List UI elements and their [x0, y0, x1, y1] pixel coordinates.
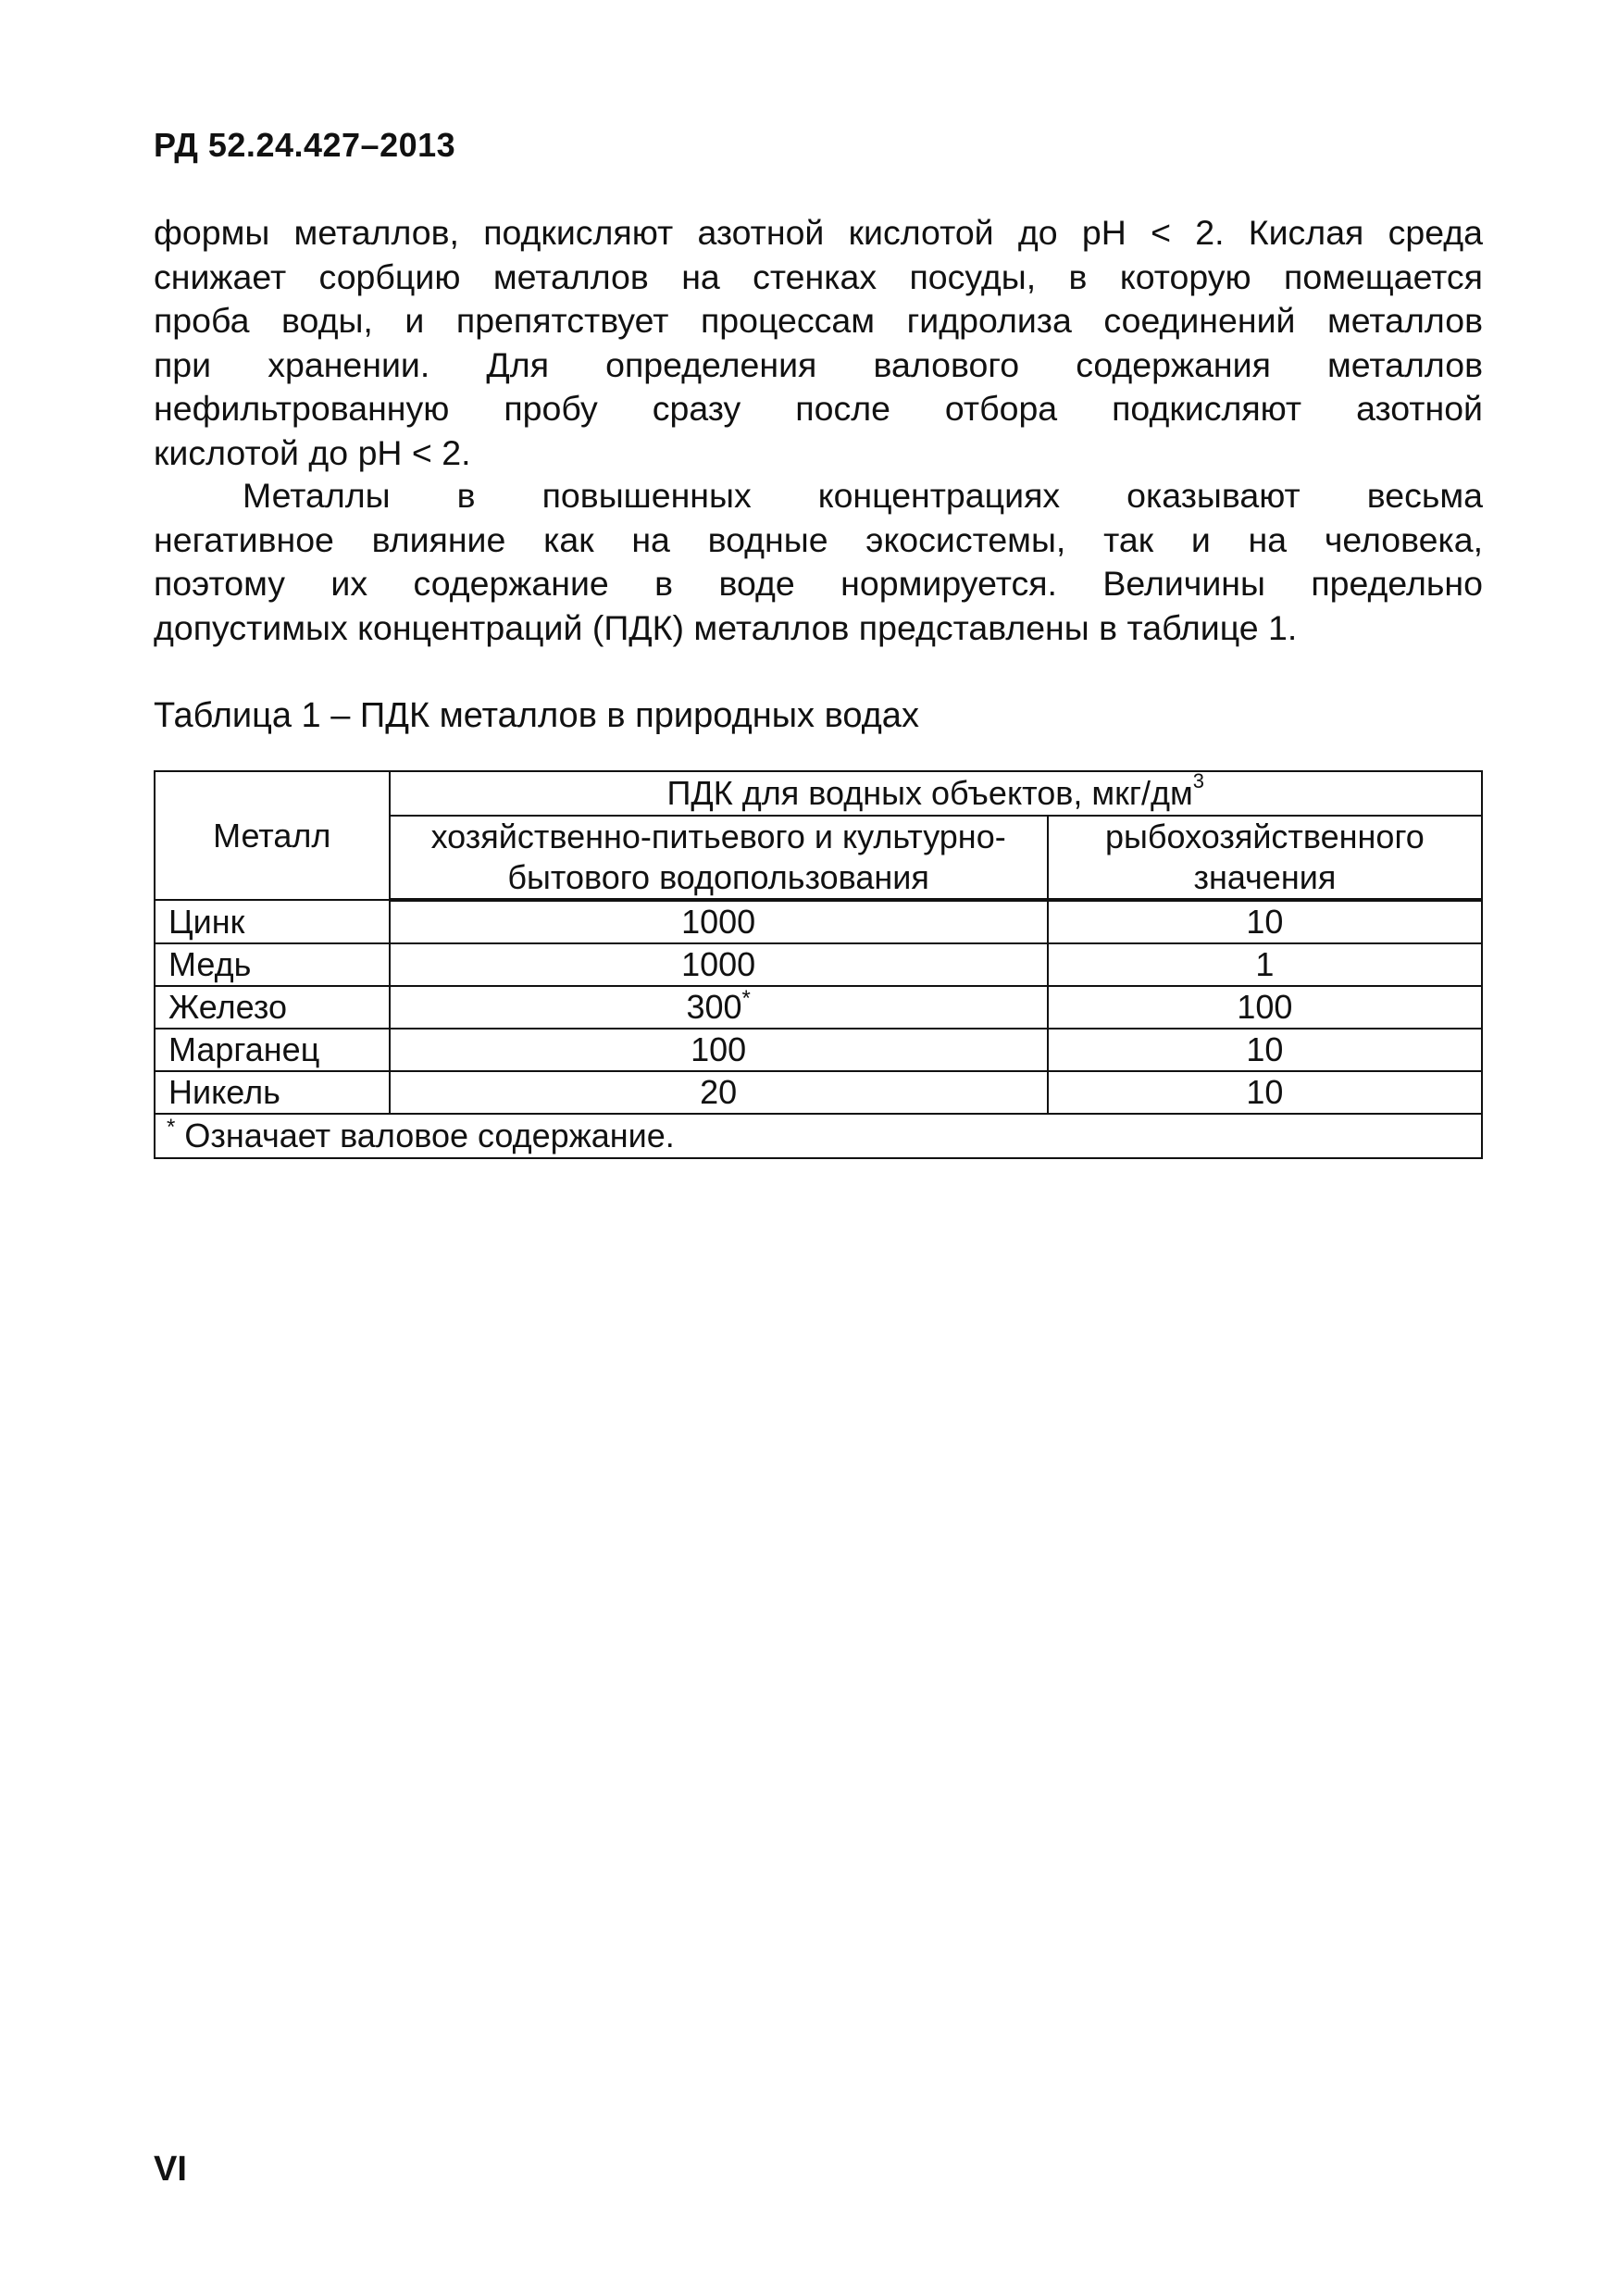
paragraph-line: нефильтрованную пробу сразу после отбора подкисляют азотной — [154, 389, 1483, 428]
table-row — [155, 1071, 1482, 1114]
page-number: VI — [154, 2150, 187, 2189]
header-group — [390, 771, 1482, 816]
drinking-value: 100 — [691, 1030, 747, 1068]
table-caption: Таблица 1 – ПДК металлов в природных водах — [154, 696, 919, 735]
drinking-value: 20 — [700, 1073, 738, 1111]
header-drinking-line: хозяйственно-питьевого и культурно- — [430, 817, 1006, 855]
fishery-value-cell: 10 — [1048, 900, 1482, 943]
table-footnote-row — [155, 1114, 1482, 1158]
footnote-marker: * — [741, 986, 751, 1011]
header-fishery — [1048, 816, 1482, 900]
paragraph-line: проба воды, и препятствует процессам гидролиза соединений металлов — [154, 301, 1483, 340]
header-drinking — [390, 816, 1048, 900]
paragraph-1 — [154, 211, 1483, 475]
paragraph-2 — [154, 474, 1483, 650]
paragraph-line: Металлы в повышенных концентрациях оказывают весьма — [243, 476, 1483, 515]
metal-cell: Железо — [155, 986, 390, 1029]
fishery-value-cell: 10 — [1048, 1029, 1482, 1071]
pdk-table — [154, 770, 1483, 1159]
paragraph-line: при хранении. Для определения валового содержания металлов — [154, 344, 1483, 384]
metal-cell: Никель — [155, 1071, 390, 1114]
metal-cell: Медь — [155, 943, 390, 986]
header-group-superscript: 3 — [1192, 769, 1204, 792]
footnote-text: Означает валовое содержание. — [184, 1117, 675, 1154]
drinking-value-cell — [390, 900, 1048, 943]
header-fishery-line: рыбохозяйственного — [1104, 817, 1425, 855]
table-header-row — [155, 771, 1482, 816]
drinking-value-cell — [390, 1029, 1048, 1071]
metal-cell: Марганец — [155, 1029, 390, 1071]
footnote-marker: * — [167, 1115, 176, 1140]
drinking-value: 1000 — [681, 945, 756, 983]
fishery-value-cell: 10 — [1048, 1071, 1482, 1114]
drinking-value: 1000 — [681, 903, 756, 941]
table-row — [155, 943, 1482, 986]
drinking-value: 300 — [686, 988, 742, 1026]
table-row — [155, 986, 1482, 1029]
drinking-value-cell — [390, 943, 1048, 986]
header-group-label: ПДК для водных объектов, мкг/дм — [666, 774, 1193, 812]
document-code: РД 52.24.427–2013 — [154, 126, 456, 164]
paragraph-line: негативное влияние как на водные экосистемы, так и на человека, — [154, 519, 1483, 559]
header-drinking-line: бытового водопользования — [507, 858, 929, 896]
paragraph-line: поэтому их содержание в воде нормируется. Величины предельно — [154, 564, 1483, 603]
paragraph-line: снижает сорбцию металлов на стенках посуды, в которую помещается — [154, 256, 1483, 296]
paragraph-line: кислотой до pH < 2. — [154, 432, 471, 472]
paragraph-line: формы металлов, подкисляют азотной кислотой до pH < 2. Кислая среда — [154, 213, 1483, 252]
fishery-value-cell: 100 — [1048, 986, 1482, 1029]
fishery-value-cell: 1 — [1048, 943, 1482, 986]
header-fishery-line: значения — [1193, 858, 1337, 896]
table-row — [155, 900, 1482, 943]
drinking-value-cell — [390, 1071, 1048, 1114]
table-row — [155, 1029, 1482, 1071]
header-metal — [155, 771, 390, 900]
table-footnote — [155, 1114, 1482, 1158]
header-metal-label: Металл — [213, 816, 331, 855]
drinking-value-cell — [390, 986, 1048, 1029]
paragraph-line: допустимых концентраций (ПДК) металлов представлены в таблице 1. — [154, 607, 1298, 647]
metal-cell: Цинк — [155, 900, 390, 943]
